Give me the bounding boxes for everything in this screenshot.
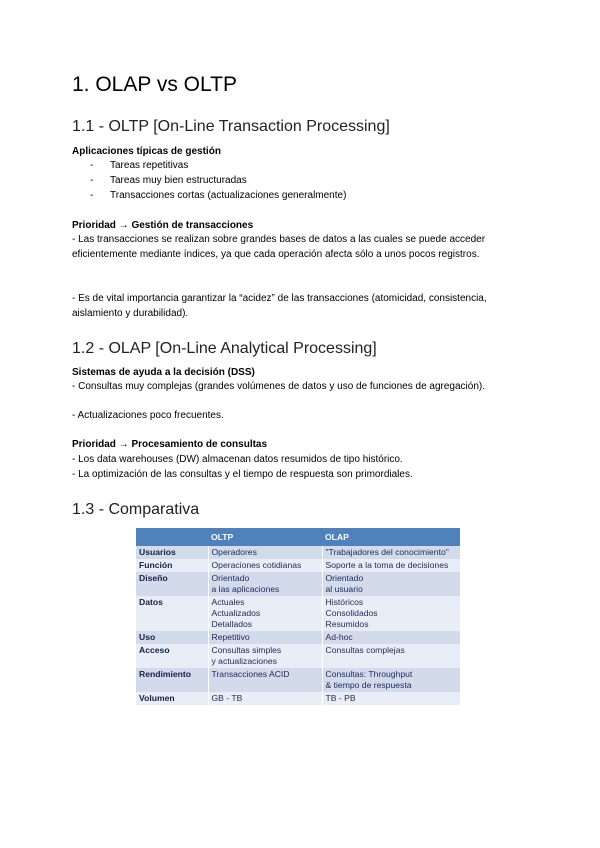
table-row bbox=[136, 631, 460, 644]
table-cell: Consultas simples y actualizaciones bbox=[208, 644, 322, 668]
row-header: Datos bbox=[136, 596, 208, 631]
row-header: Diseño bbox=[136, 572, 208, 596]
column-header-oltp: OLTP bbox=[208, 528, 322, 546]
priority-olap: Prioridad → Procesamiento de consultas bbox=[72, 439, 268, 450]
list-item: - Tareas repetitivas bbox=[90, 160, 189, 171]
table-cell: Consultas complejas bbox=[322, 644, 460, 668]
table-cell: "Trabajadores del conocimiento" bbox=[322, 546, 460, 559]
table-cell: Históricos Consolidados Resumidos bbox=[322, 596, 460, 631]
table-header-row bbox=[136, 528, 460, 546]
table-cell: Ad-hoc bbox=[322, 631, 460, 644]
table-cell: Actuales Actualizados Detallados bbox=[208, 596, 322, 631]
table-cell: Repetitivo bbox=[208, 631, 322, 644]
page-title: 1. OLAP vs OLTP bbox=[72, 73, 237, 96]
list-item: - Transacciones cortas (actualizaciones generalmente) bbox=[90, 190, 347, 201]
table-row bbox=[136, 692, 460, 705]
section-heading-oltp: 1.1 - OLTP [On-Line Transaction Processing] bbox=[72, 118, 390, 135]
section-heading-olap: 1.2 - OLAP [On-Line Analytical Processing] bbox=[72, 340, 377, 357]
table-cell: Operaciones cotidianas bbox=[208, 559, 322, 572]
apps-label: Aplicaciones típicas de gestión bbox=[72, 146, 221, 157]
row-header: Volumen bbox=[136, 692, 208, 705]
table-row bbox=[136, 644, 460, 668]
list-item-text: Transacciones cortas (actualizaciones generalmente) bbox=[110, 190, 347, 201]
row-header: Acceso bbox=[136, 644, 208, 668]
table-cell: GB - TB bbox=[208, 692, 322, 705]
olap-line-4: - La optimización de las consultas y el tiempo de respuesta son primordiales. bbox=[72, 469, 413, 480]
olap-line-2: - Actualizaciones poco frecuentes. bbox=[72, 410, 224, 421]
column-header-olap: OLAP bbox=[322, 528, 460, 546]
table-cell: Transacciones ACID bbox=[208, 668, 322, 692]
table-row bbox=[136, 572, 460, 596]
table-cell: Soporte a la toma de decisiones bbox=[322, 559, 460, 572]
table-row bbox=[136, 596, 460, 631]
list-item-text: Tareas muy bien estructuradas bbox=[110, 175, 247, 186]
list-item-text: Tareas repetitivas bbox=[110, 160, 189, 171]
column-header bbox=[136, 528, 208, 546]
table-cell: TB - PB bbox=[322, 692, 460, 705]
dss-label: Sistemas de ayuda a la decisión (DSS) bbox=[72, 367, 255, 378]
comparison-table bbox=[136, 528, 460, 705]
section-heading-comparativa: 1.3 - Comparativa bbox=[72, 501, 200, 518]
olap-line-1: - Consultas muy complejas (grandes volúmenes de datos y uso de funciones de agregación). bbox=[72, 381, 486, 392]
table-row bbox=[136, 668, 460, 692]
table-cell: Consultas: Throughput & tiempo de respuesta bbox=[322, 668, 460, 692]
table-cell: Orientado al usuario bbox=[322, 572, 460, 596]
row-header: Rendimiento bbox=[136, 668, 208, 692]
table-cell: Orientado a las aplicaciones bbox=[208, 572, 322, 596]
table-row bbox=[136, 559, 460, 572]
list-item: - Tareas muy bien estructuradas bbox=[90, 175, 247, 186]
oltp-paragraph-2: - Es de vital importancia garantizar la “acidez” de las transacciones (atomicidad, consistencia, aislamiento y durabilidad). bbox=[72, 293, 487, 319]
row-header: Usuarios bbox=[136, 546, 208, 559]
table-row bbox=[136, 546, 460, 559]
priority-oltp: Prioridad → Gestión de transacciones bbox=[72, 220, 254, 231]
table-cell: Operadores bbox=[208, 546, 322, 559]
row-header: Función bbox=[136, 559, 208, 572]
row-header: Uso bbox=[136, 631, 208, 644]
oltp-paragraph-1: - Las transacciones se realizan sobre grandes bases de datos a las cuales se puede acceder eficientemente mediante índices, ya que cada operación afecta sólo a unos pocos registros. bbox=[72, 234, 486, 260]
olap-line-3: - Los data warehouses (DW) almacenan datos resumidos de tipo histórico. bbox=[72, 454, 403, 465]
